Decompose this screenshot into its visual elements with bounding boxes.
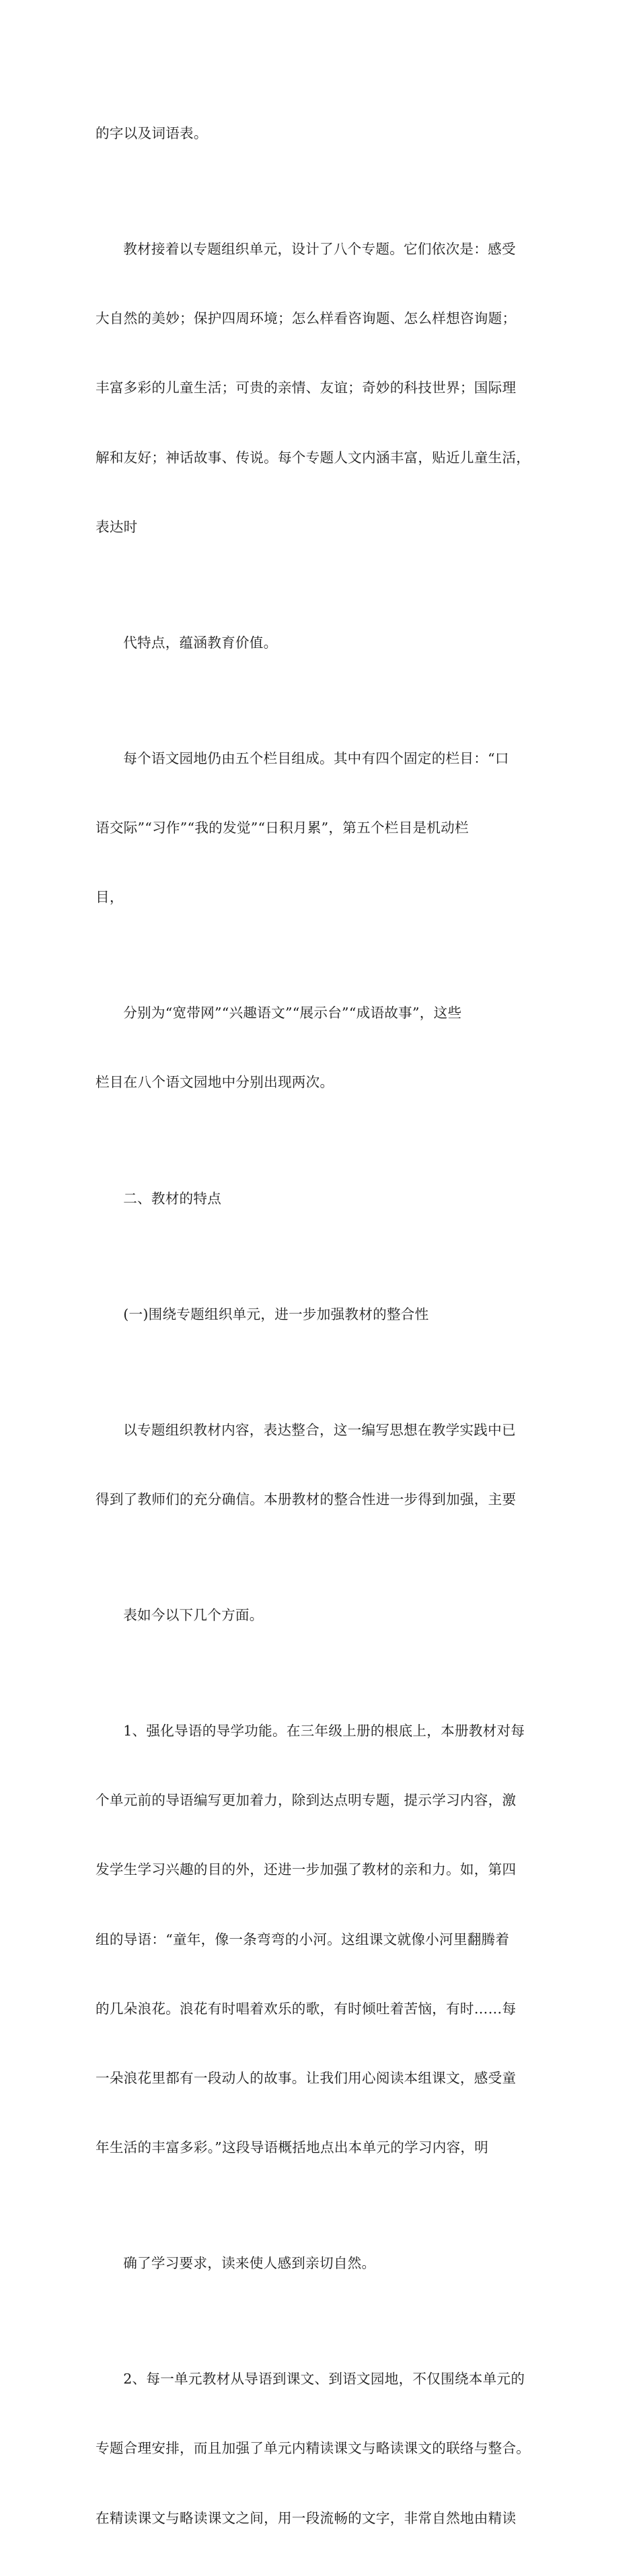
text-line: 教材接着以专题组织单元，设计了八个专题。它们依次是：感受 <box>123 240 516 257</box>
paragraph-9 <box>96 1557 549 1673</box>
paragraph-8 <box>96 1372 549 1557</box>
text-line: 组的导语：“童年，像一条弯弯的小河。这组课文就像小河里翻腾着 <box>96 1931 510 1947</box>
text-line: (一)围绕专题组织单元，进一步加强教材的整合性 <box>123 1305 429 1322</box>
text-line: 2、每一单元教材从导语到课文、到语文园地，不仅围绕本单元的 <box>123 2371 525 2388</box>
text-line: 发学生学习兴趣的目的外，还进一步加强了教材的亲和力。如，第四 <box>96 1861 517 1878</box>
paragraph-3 <box>96 585 549 701</box>
text-line: 以专题组织教材内容，表达整合，这一编写思想在教学实践中已 <box>123 1421 516 1438</box>
text-line: 二、教材的特点 <box>123 1190 222 1207</box>
text-line: 代特点，蕴涵教育价值。 <box>123 634 278 651</box>
paragraph-2 <box>96 191 549 585</box>
text-line: 表达时 <box>96 518 138 535</box>
text-line: 分别为“宽带网”“兴趣语文”“展示台”“成语故事”，这些 <box>123 1005 462 1022</box>
text-line: 表如今以下几个方面。 <box>123 1606 264 1623</box>
text-line: 丰富多彩的儿童生活；可贵的亲情、友谊；奇妙的科技世界；国际理 <box>96 380 517 396</box>
document-page <box>96 75 549 2576</box>
section-heading <box>96 1141 549 1256</box>
subsection-heading <box>96 1256 549 1372</box>
text-line: 的几朵浪花。浪花有时唱着欢乐的歌，有时倾吐着苦恼，有时……每 <box>96 2000 517 2017</box>
text-line: 得到了教师们的充分确信。本册教材的整合性进一步得到加强，主要 <box>96 1491 517 1507</box>
text-line: 每个语文园地仍由五个栏目组成。其中有四个固定的栏目：“口 <box>123 750 509 766</box>
text-line: 语交际”“习作”“我的发觉”“日积月累”，第五个栏目是机动栏 <box>96 820 469 836</box>
text-line: 的字以及词语表。 <box>96 124 208 141</box>
text-line: 年生活的丰富多彩。”这段导语概括地点出本单元的学习内容，明 <box>96 2139 489 2156</box>
text-line: 个单元前的导语编写更加着力，除到达点明专题，提示学习内容，激 <box>96 1792 517 1809</box>
text-line: 一朵浪花里都有一段动人的故事。让我们用心阅读本组课文，感受童 <box>96 2069 517 2086</box>
paragraph-12 <box>96 2321 549 2575</box>
paragraph-4 <box>96 701 549 955</box>
text-line: 1、强化导语的导学功能。在三年级上册的根底上，本册教材对每 <box>123 1722 525 1739</box>
text-line: 解和友好；神话故事、传说。每个专题人文内涵丰富，贴近儿童生活， <box>96 449 531 466</box>
paragraph-10 <box>96 1673 549 2205</box>
paragraph-11 <box>96 2205 549 2321</box>
text-line: 确了学习要求，读来使人感到亲切自然。 <box>123 2255 376 2272</box>
text-line: 大自然的美妙；保护四周环境；怎么样看咨询题、怎么样想咨询题； <box>96 310 517 327</box>
text-line: 目， <box>96 889 124 906</box>
text-line: 栏目在八个语文园地中分别出现两次。 <box>96 1074 334 1091</box>
paragraph-5 <box>96 955 549 1140</box>
text-line: 在精读课文与略读课文之间，用一段流畅的文字，非常自然地由精读 <box>96 2509 517 2526</box>
paragraph-1 <box>96 75 549 191</box>
text-line: 专题合理安排，而且加强了单元内精读课文与略读课文的联络与整合。 <box>96 2440 531 2457</box>
